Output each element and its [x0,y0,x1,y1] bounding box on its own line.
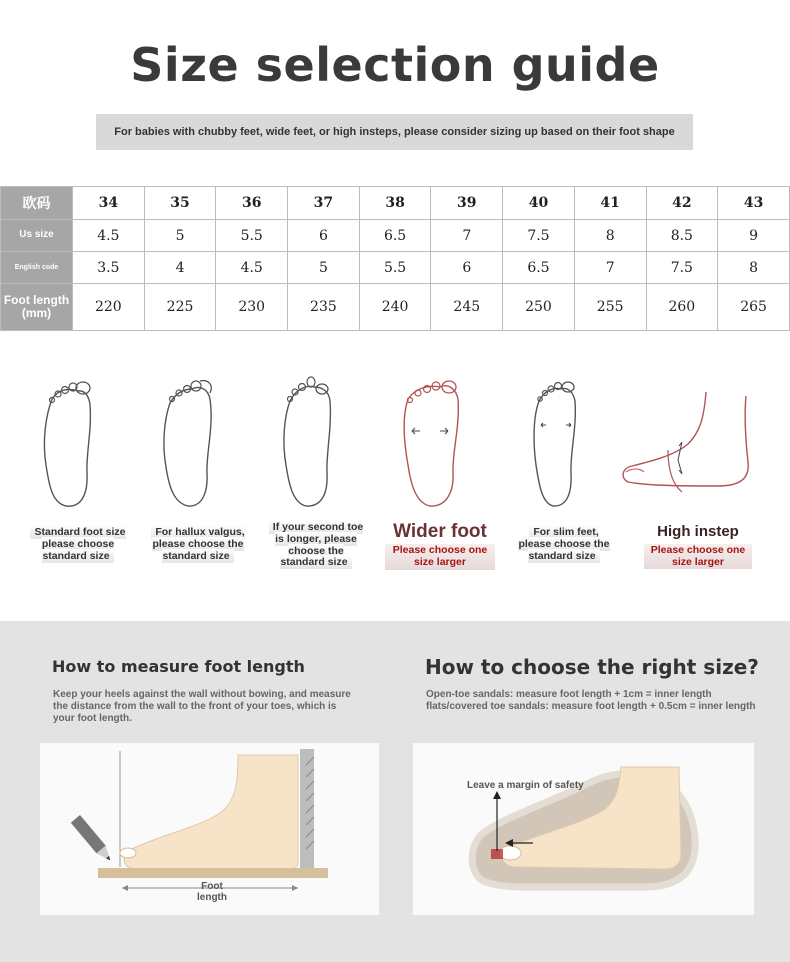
high-instep-heading: High instep [657,523,739,540]
size-row-length_mm [1,284,790,331]
size-cell: 5.5 [359,252,431,284]
foot-slim-illustration [527,375,583,510]
size-cell: 7 [574,252,646,284]
high-instep-advice: Please choose one size larger [644,544,752,570]
size-cell: 42 [646,187,718,220]
foot-long-second-toe-illustration [278,375,338,510]
caption-long-second-toe: If your second toe is longer, please choose the standard size [265,522,367,569]
foot-wide-illustration [400,375,464,510]
size-cell: 35 [144,187,216,220]
size-cell: 3.5 [73,252,145,284]
size-cell: 9 [718,220,790,252]
size-cell: 255 [574,284,646,331]
pencil-icon [71,815,115,864]
size-cell: 7 [431,220,503,252]
size-cell: 6 [288,220,360,252]
size-row-eu [1,187,790,220]
size-illustration-panel [413,743,754,915]
size-row-header: English code [1,252,73,284]
size-table [0,186,790,331]
subtitle-banner: For babies with chubby feet, wide feet, or high insteps, please consider sizing up based on their foot shape [96,114,693,150]
size-cell: 40 [503,187,575,220]
size-row-header: 欧码 [1,187,73,220]
caption-wider-foot [385,521,495,570]
size-cell: 7.5 [646,252,718,284]
size-cell: 230 [216,284,288,331]
size-cell: 4.5 [73,220,145,252]
size-cell: 4.5 [216,252,288,284]
size-cell: 225 [144,284,216,331]
size-cell: 240 [359,284,431,331]
size-cell: 34 [73,187,145,220]
size-cell: 8 [574,220,646,252]
size-cell: 7.5 [503,220,575,252]
wider-foot-advice: Please choose one size larger [385,544,495,570]
size-row-us [1,220,790,252]
measure-instructions: Keep your heels against the wall without bowing, and measure the distance from the wall to the front of your toes, which is your foot length. [53,689,351,724]
size-cell: 4 [144,252,216,284]
caption-standard: Standard foot size please choose standard size [26,527,130,562]
size-cell: 265 [718,284,790,331]
size-cell: 5.5 [216,220,288,252]
size-row-header: Us size [1,220,73,252]
size-cell: 5 [144,220,216,252]
size-cell: 38 [359,187,431,220]
size-cell: 36 [216,187,288,220]
shoe-foot-illustration [413,743,754,915]
caption-slim-foot: For slim feet, please choose the standard size [518,526,610,562]
open-toe-rule: Open-toe sandals: measure foot length + 1cm = inner length [426,689,712,700]
size-cell: 6 [431,252,503,284]
foot-standard-illustration [38,375,98,510]
size-cell: 6.5 [359,220,431,252]
size-cell: 5 [288,252,360,284]
caption-high-instep [644,524,752,569]
size-row-header: Foot length (mm) [1,284,73,331]
size-cell: 41 [574,187,646,220]
page-title: Size selection guide [130,38,660,92]
safety-margin-label: Leave a margin of safety [467,780,584,791]
measure-title: How to measure foot length [52,657,305,676]
size-cell: 8.5 [646,220,718,252]
size-cell: 37 [288,187,360,220]
size-cell: 260 [646,284,718,331]
size-cell: 8 [718,252,790,284]
size-cell: 39 [431,187,503,220]
measure-illustration-panel [40,743,379,915]
size-cell: 250 [503,284,575,331]
foot-length-label: Foot length [197,881,227,903]
size-cell: 235 [288,284,360,331]
wider-foot-heading: Wider foot [393,521,487,542]
size-cell: 220 [73,284,145,331]
caption-hallux-valgus: For hallux valgus, please choose the standard size [152,526,245,562]
size-row-uk [1,252,790,284]
size-cell: 43 [718,187,790,220]
size-cell: 245 [431,284,503,331]
covered-toe-rule: flats/covered toe sandals: measure foot length + 0.5cm = inner length [426,701,756,712]
foot-high-instep-illustration [618,388,754,498]
choose-size-title: How to choose the right size? [425,655,759,679]
choose-size-rules [426,689,776,713]
foot-hallux-valgus-illustration [158,375,220,510]
size-cell: 6.5 [503,252,575,284]
